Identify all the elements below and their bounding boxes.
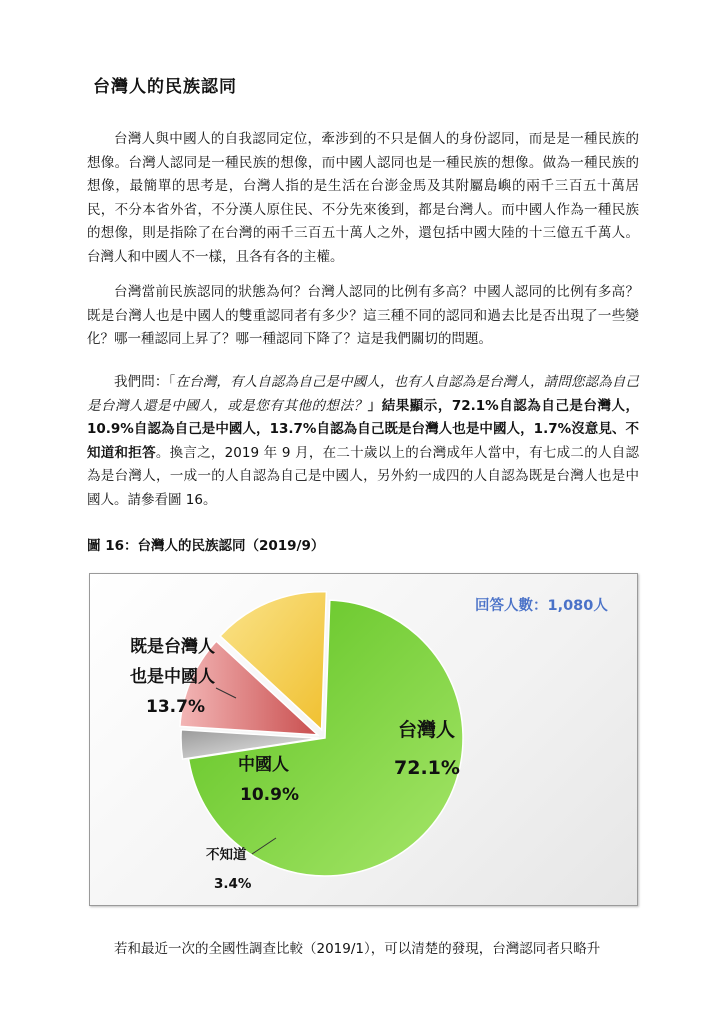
taiwanese-value-label: 72.1% <box>394 757 460 779</box>
chinese-value-label: 10.9% <box>240 785 299 805</box>
unknown-label: 不知道 <box>206 847 247 863</box>
dual-identity-value-label: 13.7% <box>146 697 205 717</box>
page-title: 台灣人的民族認同 <box>93 77 237 97</box>
paragraph-2: 台灣當前民族認同的狀態為何？台灣人認同的比例有多高？中國人認同的比例有多高？既是台灣人也是中國人的雙重認同者有多少？這三種不同的認同和過去比是否出現了一些變化？哪一種認同上昇了？哪一種認同下降了？這是我們關切的問題。 <box>87 284 639 347</box>
survey-results: 72.1%自認為自己是台灣人，10.9%自認為自己是中國人，13.7%自認為自己既是台灣人也是中國人，1.7%沒意見、不知道和拒答 <box>87 397 640 461</box>
pie-chart <box>90 574 637 905</box>
dual-identity-label-line2: 也是中國人 <box>130 667 215 687</box>
survey-question: 在台灣，有人自認為自己是中國人，也有人自認為是台灣人，請問您認為自己是台灣人還是中國人，或是您有其他的想法？ <box>87 374 640 414</box>
bottom-paragraph: 若和最近一次的全國性調查比較（2019/1），可以清楚的發現，台灣認同者只略升 <box>114 941 601 957</box>
dual-identity-label-line1: 既是台灣人 <box>130 637 215 657</box>
figure-caption: 圖 16：台灣人的民族認同（2019/9） <box>87 538 325 554</box>
paragraph-1: 台灣人與中國人的自我認同定位，牽涉到的不只是個人的身份認同，而是是一種民族的想像。台灣人認同是一種民族的想像，而中國人認同也是一種民族的想像。做為一種民族的想像，最簡單的思考是，台灣人指的是生活在台澎金馬及其附屬島嶼的兩千三百五十萬居民，不分本省外省，不分漢人原住民、不分先來後到，都是台灣人。而中國人作為一種民族的想像，則是指除了在台灣的兩千三百五十萬人之外，還包括中國大陸的十三億五千萬人。台灣人和中國人不一樣，且各有各的主權。 <box>87 131 639 265</box>
chinese-label: 中國人 <box>238 755 289 775</box>
taiwanese-label: 台灣人 <box>398 719 456 741</box>
p3-mid: 」結果顯示， <box>367 397 452 414</box>
unknown-value-label: 3.4% <box>214 876 252 892</box>
respondents-label: 回答人數：1,080人 <box>475 598 608 614</box>
p3-tail: 。換言之，2019 年 9 月，在二十歲以上的台灣成年人當中，有七成二的人自認為是台灣人，一成一的人自認為自己是中國人，另外約一成四的人自認為既是台灣人也是中國人。請參看圖 16。 <box>87 444 639 508</box>
p3-lead: 我們問：「 <box>114 374 176 390</box>
pie-chart-frame <box>89 573 638 906</box>
paragraph-3 <box>87 371 639 512</box>
